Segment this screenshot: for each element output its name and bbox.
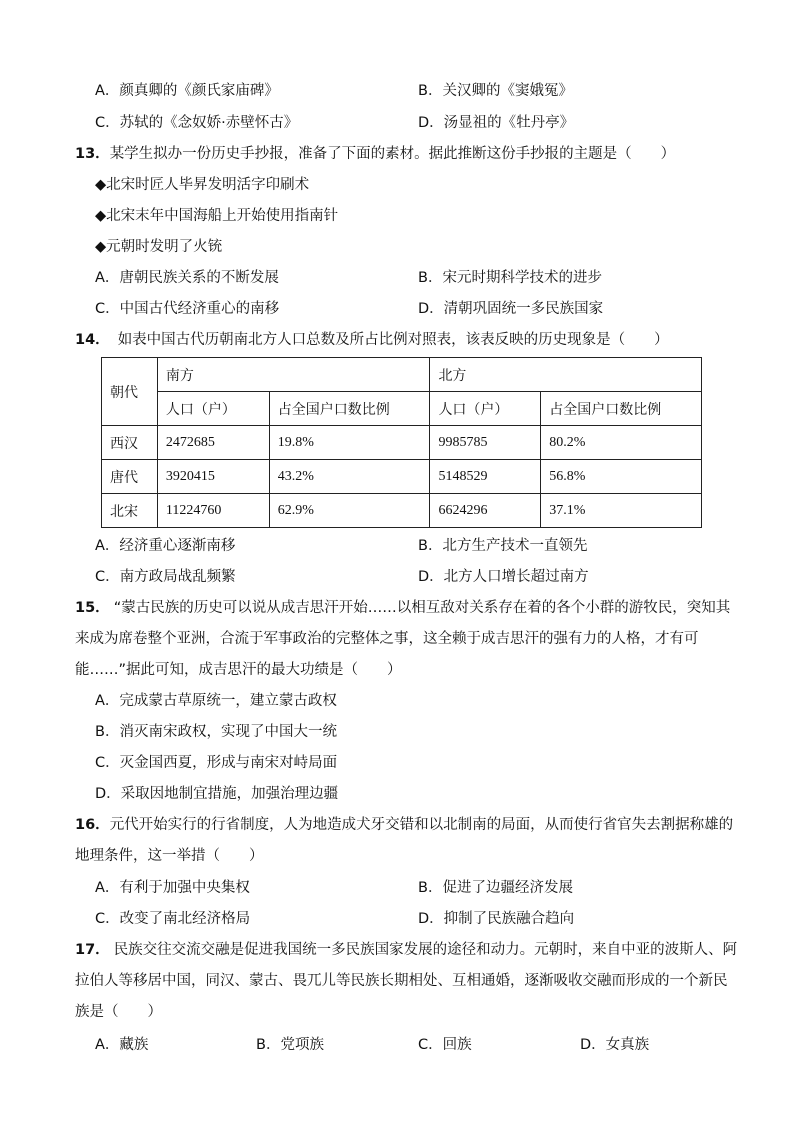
cell-south-pop: 3920415 (157, 460, 269, 494)
q16-stem-line-1 (75, 815, 733, 835)
q16-number: 16． (75, 817, 110, 833)
population-table (101, 357, 702, 528)
cell-dynasty: 唐代 (102, 460, 158, 494)
q13-option-a: A．唐朝民族关系的不断发展 (95, 270, 279, 286)
q12-option-a: A．颜真卿的《颜氏家庙碑》 (95, 83, 279, 99)
cell-dynasty: 西汉 (102, 426, 158, 460)
q13-material-2: ◆北宋末年中国海船上开始使用指南针 (95, 208, 339, 224)
cell-north-ratio: 56.8% (541, 460, 702, 494)
q17-stem-line-3: 族是（ ） (75, 1004, 162, 1020)
q13-number: 13． (75, 146, 110, 162)
q14-text: 如表中国古代历朝南北方人口总数及所占比例对照表，该表反映的历史现象是（ ） (117, 332, 669, 348)
cell-dynasty: 北宋 (102, 494, 158, 528)
q15-option-b: B．消灭南宋政权，实现了中国大一统 (95, 724, 337, 740)
header-north-ratio: 占全国户口数比例 (541, 392, 702, 426)
table-row (102, 494, 702, 528)
q17-stem-line-2: 拉伯人等移居中国，同汉、蒙古、畏兀儿等民族长期相处、互相通婚，逐渐吸收交融而形成的一个新民 (75, 973, 728, 989)
header-north: 北方 (430, 358, 702, 392)
q16-stem-line-2: 地理条件，这一举措（ ） (75, 848, 264, 864)
q17-text-1: 民族交往交流交融是促进我国统一多民族国家发展的途径和动力。元朝时，来自中亚的波斯人、阿 (113, 942, 738, 958)
q14-option-a: A．经济重心逐渐南移 (95, 538, 236, 554)
q14-option-c: C．南方政局战乱频繁 (95, 569, 236, 585)
q15-text-1: “蒙古民族的历史可以说从成吉思汗开始……以相互敌对关系存在着的各个小群的游牧民，突知其 (113, 600, 731, 616)
q17-number: 17． (75, 942, 110, 958)
table-row (102, 426, 702, 460)
q14-stem (75, 330, 669, 350)
q15-stem-line-1 (75, 598, 730, 618)
cell-south-pop: 11224760 (157, 494, 269, 528)
header-dynasty: 朝代 (102, 358, 158, 426)
q15-stem-line-2: 来成为席卷整个亚洲，合流于军事政治的完整体之事，这全赖于成吉思汗的强有力的人格，才有可 (75, 631, 699, 647)
q17-option-d: D．女真族 (580, 1037, 650, 1053)
q13-option-d: D．清朝巩固统一多民族国家 (418, 301, 604, 317)
q17-stem-line-1 (75, 940, 737, 960)
q13-stem (75, 144, 675, 164)
q16-option-d: D．抑制了民族融合趋向 (418, 911, 575, 927)
cell-south-ratio: 19.8% (269, 426, 430, 460)
q15-option-a: A．完成蒙古草原统一，建立蒙古政权 (95, 693, 337, 709)
q13-material-3: ◆元朝时发明了火铳 (95, 239, 223, 255)
q14-option-b: B．北方生产技术一直领先 (418, 538, 588, 554)
q13-text: 某学生拟办一份历史手抄报，准备了下面的素材。据此推断这份手抄报的主题是（ ） (109, 146, 676, 162)
q16-option-c: C．改变了南北经济格局 (95, 911, 251, 927)
q16-option-b: B．促进了边疆经济发展 (418, 880, 573, 896)
header-south-ratio: 占全国户口数比例 (269, 392, 430, 426)
q16-option-a: A．有利于加强中央集权 (95, 880, 250, 896)
q15-stem-line-3: 能……”据此可知，成吉思汗的最大功绩是（ ） (75, 662, 402, 678)
q15-number: 15． (75, 600, 110, 616)
table-subheader-row (102, 392, 702, 426)
q17-option-b: B．党项族 (256, 1037, 324, 1053)
cell-south-pop: 2472685 (157, 426, 269, 460)
header-north-pop: 人口（户） (430, 392, 541, 426)
q17-option-c: C．回族 (418, 1037, 472, 1053)
q16-text-1: 元代开始实行的行省制度，人为地造成犬牙交错和以北制南的局面，从而使行省官失去割据称雄的 (109, 817, 734, 833)
q14-number: 14． (75, 332, 110, 348)
cell-south-ratio: 62.9% (269, 494, 430, 528)
header-south: 南方 (157, 358, 430, 392)
q14-option-d: D．北方人口增长超过南方 (418, 569, 589, 585)
cell-north-ratio: 37.1% (541, 494, 702, 528)
cell-north-pop: 6624296 (430, 494, 541, 528)
table-header-row (102, 358, 702, 392)
q12-option-c: C．苏轼的《念奴娇·赤壁怀古》 (95, 115, 299, 131)
header-south-pop: 人口（户） (157, 392, 269, 426)
q15-option-d: D．采取因地制宜措施，加强治理边疆 (95, 786, 339, 802)
q13-material-1: ◆北宋时匠人毕昇发明活字印刷术 (95, 177, 310, 193)
q12-option-d: D．汤显祖的《牡丹亭》 (418, 115, 575, 131)
cell-north-pop: 9985785 (430, 426, 541, 460)
cell-south-ratio: 43.2% (269, 460, 430, 494)
q12-option-b: B．关汉卿的《窦娥冤》 (418, 83, 573, 99)
q13-option-c: C．中国古代经济重心的南移 (95, 301, 280, 317)
cell-north-pop: 5148529 (430, 460, 541, 494)
cell-north-ratio: 80.2% (541, 426, 702, 460)
q13-option-b: B．宋元时期科学技术的进步 (418, 270, 602, 286)
q15-option-c: C．灭金国西夏，形成与南宋对峙局面 (95, 755, 338, 771)
q17-option-a: A．藏族 (95, 1037, 149, 1053)
table-row (102, 460, 702, 494)
